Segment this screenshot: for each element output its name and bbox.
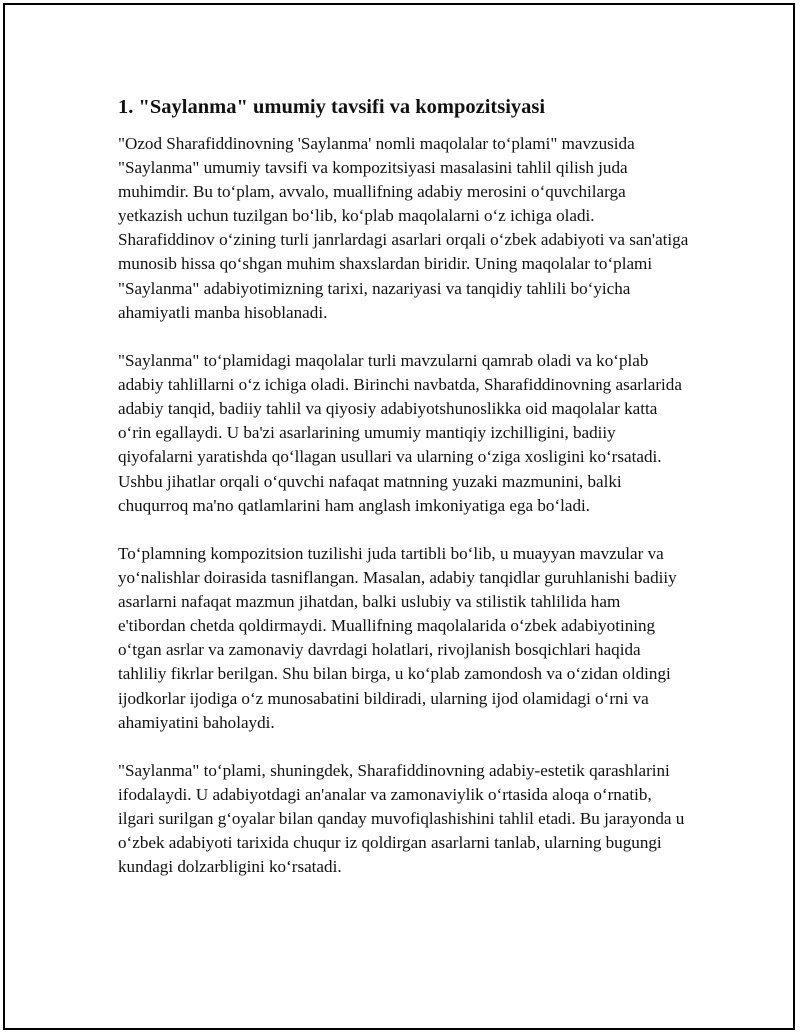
document-body [118, 94, 690, 904]
paragraph-4: "Saylanma" to‘plami, shuningdek, Sharafiddinovning adabiy-estetik qarashlarini ifodalaydi. U adabiyotdagi an'analar va zamonaviylik o‘rtasida aloqa o‘rnatib, ilgari surilgan g‘oyalar bilan qanday muvofiqlashishini tahlil etadi. Bu jarayonda u o‘zbek adabiyoti tarixida chuqur iz qoldirgan asarlarni tanlab, ularning bugungi kundagi dolzarbligini ko‘rsatadi. [118, 761, 685, 877]
paragraph-3: To‘plamning kompozitsion tuzilishi juda tartibli bo‘lib, u muayyan mavzular va yo‘nalishlar doirasida tasniflangan. Masalan, adabiy tanqidlar guruhlanishi badiiy asarlarni nafaqat mazmun jihatdan, balki uslubiy va stilistik tahlilida ham e'tibordan chetda qoldirmaydi. Muallifning maqolalarida o‘zbek adabiyotining o‘tgan asrlar va zamonaviy davrdagi holatlari, rivojlanish bosqichlari haqida tahliliy fikrlar berilgan. Shu bilan birga, u ko‘plab zamondosh va o‘zidan oldingi ijodkorlar ijodiga o‘z munosabatini bildiradi, ularning ijod olamidagi o‘rni va ahamiyatini baholaydi. [118, 544, 677, 732]
section-heading: 1. "Saylanma" umumiy tavsifi va kompozitsiyasi [118, 96, 546, 118]
paragraph-2: "Saylanma" to‘plamidagi maqolalar turli mavzularni qamrab oladi va ko‘plab adabiy tahlillarni o‘z ichiga oladi. Birinchi navbatda, Sharafiddinovning asarlarida adabiy tanqid, badiiy tahlil va qiyosiy adabiyotshunoslikka oid maqolalar katta o‘rin egallaydi. U ba'zi asarlarining umumiy mantiqiy izchilligini, badiiy qiyofalarni yaratishda qo‘llagan usullari va ularning o‘ziga xosligini ko‘rsatadi. Ushbu jihatlar orqali o‘quvchi nafaqat matnning yuzaki mazmunini, balki chuqurroq ma'no qatlamlarini ham anglash imkoniyatiga ega bo‘ladi. [118, 351, 682, 515]
paragraph-1: "Ozod Sharafiddinovning 'Saylanma' nomli maqolalar to‘plami" mavzusida "Saylanma" umumiy tavsifi va kompozitsiyasi masalasini tahlil qilish juda muhimdir. Bu to‘plam, avvalo, muallifning adabiy merosini o‘quvchilarga yetkazish uchun tuzilgan bo‘lib, ko‘plab maqolalarni o‘z ichiga oladi. Sharafiddinov o‘zining turli janrlardagi asarlari orqali o‘zbek adabiyoti va san'atiga munosib hissa qo‘shgan muhim shaxslardan biridir. Uning maqolalar to‘plami "Saylanma" adabiyotimizning tarixi, nazariyasi va tanqidiy tahlili bo‘yicha ahamiyatli manba hisoblanadi. [118, 134, 689, 322]
